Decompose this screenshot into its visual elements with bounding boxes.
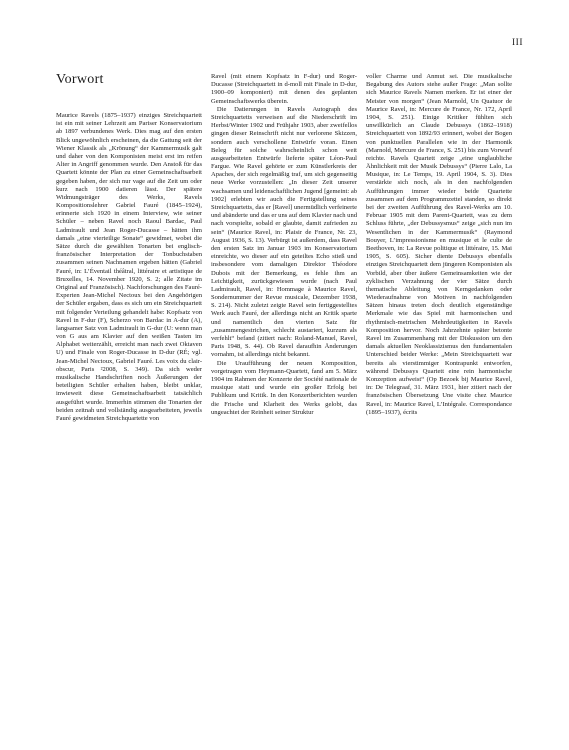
page-number: III (512, 38, 523, 48)
text-column-3 (366, 73, 512, 417)
paragraph: Maurice Ravels (1875–1937) einziges Streichquartett ist ein mit seiner Lehrzeit am Pariser Konservatorium ab 1897 verbundenes Werk. Dies mag auf den ersten Blick ungewöhnlich erscheinen, da die Gattung seit der Wiener Klassik als „Krönung“ der Kammermusik galt und daher von den Komponisten meist erst im reifen Alter in Angriff genommen wurde. Den Anstoß für das Quartett könnte der Plan zu einer Gemeinschaftsarbeit gegeben haben, der sich nur vage auf die Zeit um oder kurz nach 1900 datieren lässt. Der spätere Widmungsträger des Werks, Ravels Kompositionslehrer Gabriel Fauré (1845–1924), erinnerte sich 1920 in einem Interview, wie seiner Schüler – neben Ravel noch Raoul Bardac, Paul Ladmirault und Jean Roger-Ducasse – hätten ihm damals „eine vierteilige Sonate“ gewidmet, wobei die Sätze durch die gewählten Tonarten bei englisch-französischer Interpretation der Tonbuchstaben zusammen seinen Nachnamen ergeben hätten (Gabriel Fauré, in: L’Éventail théâtral, littéraire et artistique de Bruxelles, 14. November 1920, S. 2; alle Zitate im Original auf Französisch). Nachforschungen des Fauré-Experten Jean-Michel Nectoux bei den Angehörigen der Schüler ergaben, dass es sich um ein Streichquartett mit folgender Verteilung gehandelt habe: Kopfsatz von Ravel in F-dur (F), Scherzo von Bardac in A-dur (A), langsamer Satz von Ladmirault in G-dur (U: wenn man von G aus am Klavier auf den weißen Tasten im Alphabet weiterzählt, erreicht man nach zwei Oktaven U) und Finale von Roger-Ducasse in D-dur (RÉ; vgl. Jean-Michel Nectoux, Gabriel Fauré. Les voix du clair-obscur, Paris ²2008, S. 349). Da sich weder musikalische Handschriften noch Äußerungen der beteiligten Schüler erhalten haben, bleibt unklar, inwieweit diese Gemeinschaftsarbeit tatsächlich ausgeführt wurde. Immerhin stimmen die Tonarten der beiden zeitnah und vollständig ausgearbeiteten, jeweils Fauré gewidmeten Streichquartette von (56, 112, 202, 422)
paragraph: Die Uraufführung der neuen Komposition, vorgetragen vom Heymann-Quartett, fand am 5. März 1904 im Rahmen der Konzerte der Société nationale de musique statt und wurde ein großer Erfolg bei Publikum und Kritik. In den Konzertberichten wurden die Frische und Klarheit des Werks gelobt, das ungeachtet der Reinheit seiner Struktur (211, 359, 357, 416)
page-title: Vorwort (56, 72, 104, 87)
text-column-2 (211, 73, 357, 417)
paragraph: voller Charme und Anmut sei. Die musikalische Begabung des Autors stehe außer Frage: „Man sollte sich Maurice Ravels Namen merken. Er ist einer der Meister von morgen“ (Jean Marnold, Un Quatuor de Maurice Ravel, in: Mercure de France, Nr. 172, April 1904, S. 251). Einige Kritiker fühlten sich unwillkürlich an Claude Debussys (1862–1918) Streichquartett von 1892/93 erinnert, wobei der Bogen von punktuellen Parallelen wie in der Harmonik (Marnold, Mercure de France, S. 251) bis zum Vorwurf reichte. Ravels Quartett zeige „eine unglaubliche Ähnlichkeit mit der Musik Debussys“ (Pierre Lalo, La Musique, in: Le Temps, 19. April 1904, S. 3). Dies verstärkte sich noch, als in den nachfolgenden Aufführungen immer wieder beide Quartette zusammen auf dem Programmzettel standen, so direkt bei der zweiten Aufführung des Ravel-Werks am 10. Februar 1905 mit dem Parent-Quartett, was zu dem Schluss führte, „der Debussysmus“ zeige „sich nun im Wesentlichen in der Kammermusik“ (Raymond Bouyer, L’impressionisme en musique et le culte de Beethoven, in: La Revue politique et littéraire, 15. Mai 1905, S. 605). Sicher diente Debussys ebenfalls einziges Streichquartett dem jüngeren Komponisten als Vorbild, aber über äußere Gemeinsamkeiten wie der zyklischen Verzahnung der vier Sätze durch thematische Ableitung von Kerngedanken oder Wiederaufnahme von Motiven in nachfolgenden Sätzen hinaus treten doch deutlich eigenständige Merkmale wie das Spiel mit harmonischen und rhythmisch-metrischen Mehrdeutigkeiten in Ravels Komposition hervor. Noch Jahrzehnte später betonte Ravel im Zusammenhang mit der Diskussion um den damals aktuellen Neoklassizismus den fundamentalen Unterschied beider Werke: „Mein Streichquartett war bereits als vierstimmiger Kontrapunkt entworfen, während Debussys Quartett eine rein harmonische Konzeption aufweist“ (Op Bezoek bij Maurice Ravel, in: De Telegraaf, 31. März 1931, hier zitiert nach der französischen Übersetzung Une visite chez Maurice Ravel, in: Maurice Ravel, L’Intégrale. Correspondance (1895–1937), écrits (366, 73, 512, 416)
text-column-1 (56, 112, 202, 423)
paragraph: Ravel (mit einem Kopfsatz in F-dur) und Roger-Ducasse (Streichquartett in d-moll mit Finale in D-dur, 1900–09 komponiert) mit denen des geplanten Gemeinschaftswerks überein. (211, 73, 357, 105)
paragraph: Die Datierungen in Ravels Autograph des Streichquartetts verweisen auf die Niederschrift im Herbst/Winter 1902 und Frühjahr 1903, aber zweifellos gingen dieser Reinschrift nicht nur verlorene Skizzen, sondern auch verschollene Entwürfe voran. Einen Beleg für solche wahrscheinlich schon weit ausgearbeiteten Entwürfe lieferte später Léon-Paul Fargue. Wie Ravel gehörte er zum Künstlerkreis der Apaches, der sich regelmäßig traf, um sich gegenseitig neue Werke vorzustellen: „In dieser Zeit unserer wachsamen und leidenschaftlichen Jugend [gemeint: ab 1902] erlebten wir auch die Fertigstellung seines Streichquartetts, das er [Ravel] unermüdlich verfeinerte und abänderte und das er uns auf dem Klavier nach und nach vorspielte, sobald er glaubte, damit zufrieden zu sein“ (Maurice Ravel, in: Plaisir de France, Nr. 23, August 1936, S. 13). Verbürgt ist außerdem, dass Ravel den ersten Satz im Januar 1903 im Konservatorium einreichte, wo dieser auf ein geteiltes Echo stieß und insbesondere vom damaligen Direktor Théodore Dubois mit der Bemerkung, es fehle ihm an Leichtigkeit, zurückgewiesen wurde (nach Paul Ladmirault, Ravel, in: Hommage à Maurice Ravel, Sondernummer der Revue musicale, Dezember 1938, S. 214). Nicht zuletzt zeigte Ravel sein fertiggestelltes Werk auch Fauré, der allerdings nicht an Kritik sparte und namentlich den vierten Satz für „zusammengestrichen, schlecht austariert, kurzum als verfehlt“ befand (zitiert nach: Roland-Manuel, Ravel, Paris 1948, S. 44). Ob Ravel daraufhin Änderungen vornahm, ist allerdings nicht bekannt. (211, 105, 357, 359)
